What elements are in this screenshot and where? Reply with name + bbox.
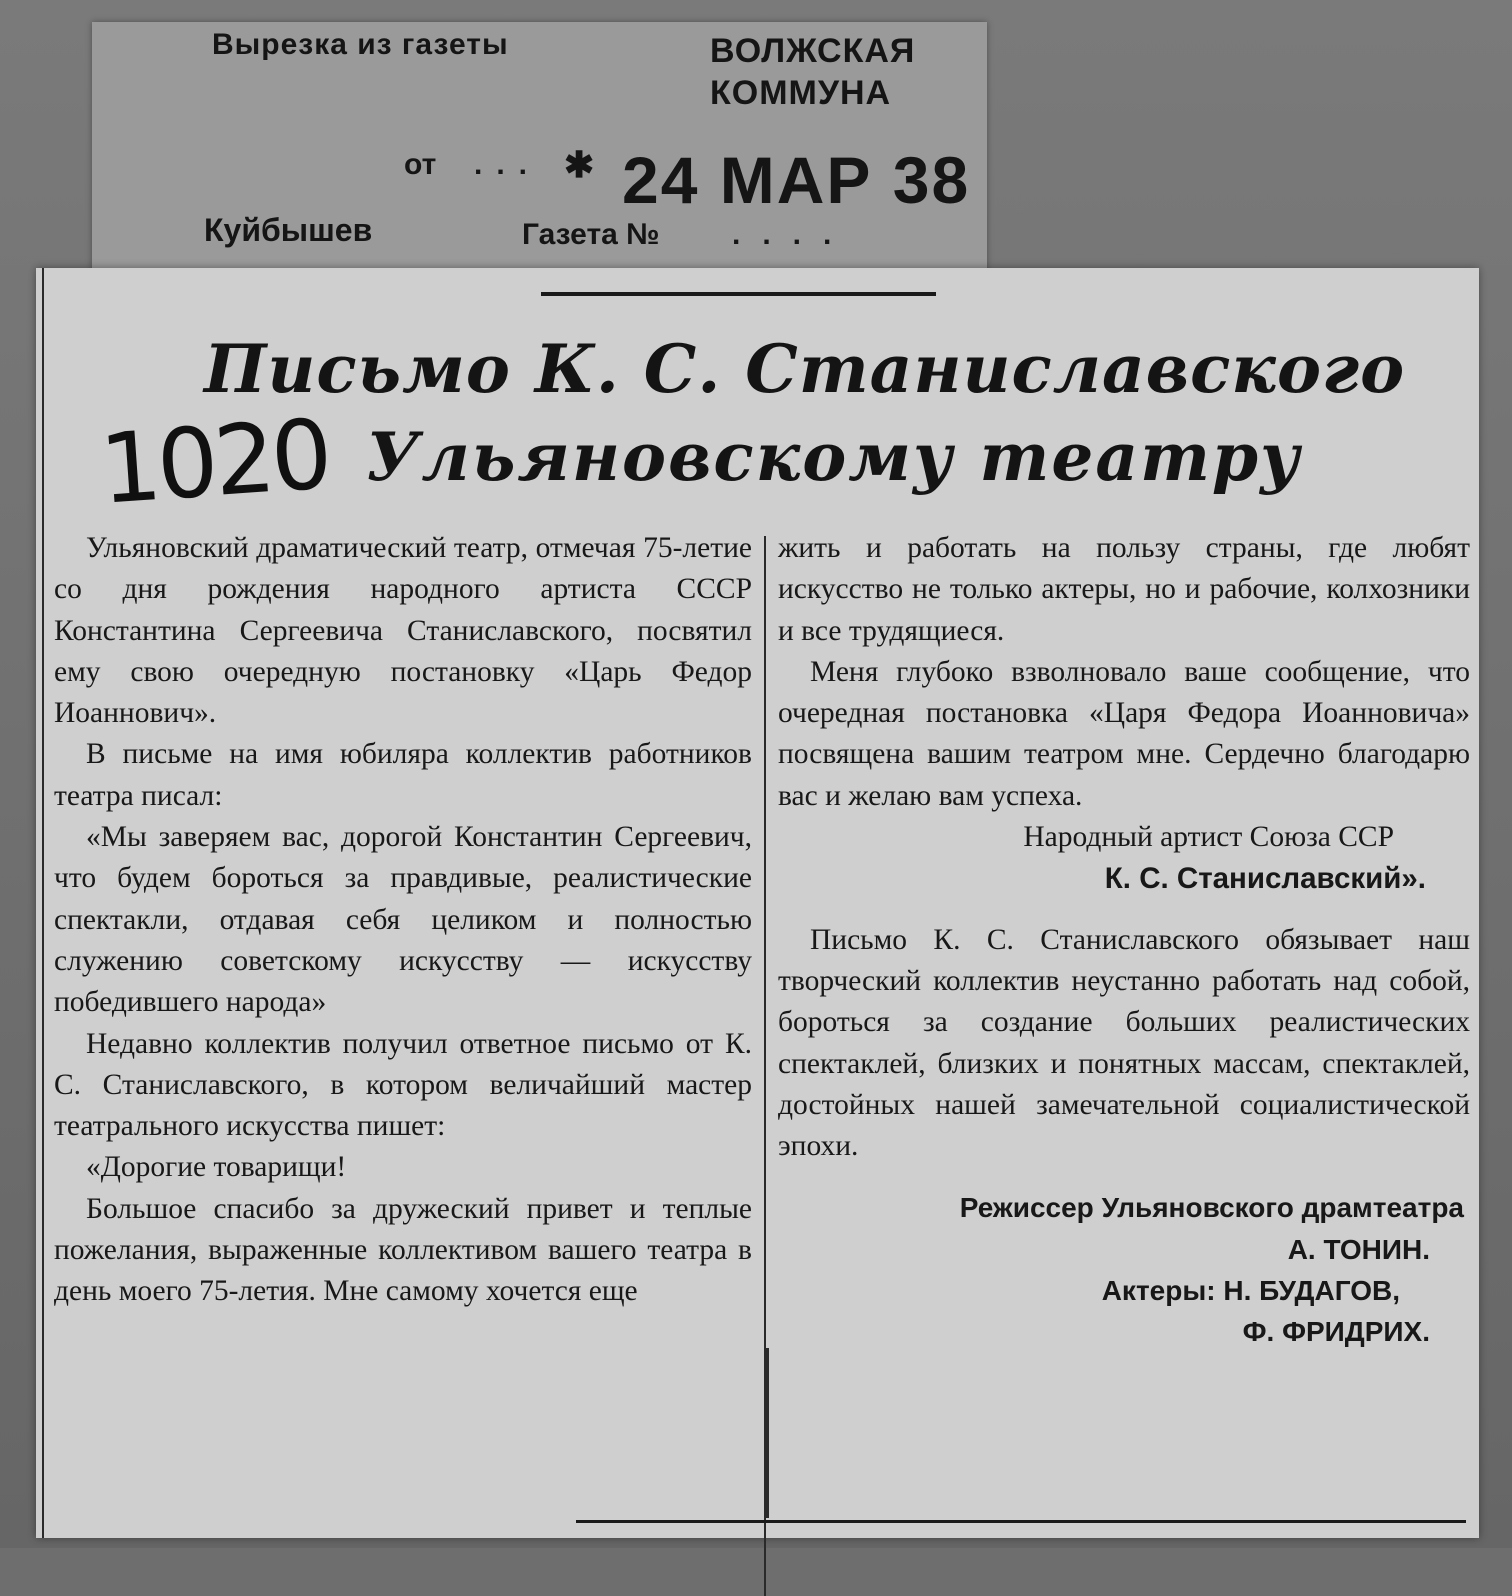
paragraph: «Мы заверяем вас, дорогой Константин Сергеевич, что будем бороться за правдивые, реалистические спектакли, отдавая себя целиком и полностью служению советскому искусству — искусству победившего народа» — [54, 821, 752, 1019]
newspaper-clipping — [36, 268, 1479, 1538]
from-label: от — [404, 148, 437, 181]
newspaper-name — [710, 30, 970, 114]
paragraph: Большое спасибо за дружеский привет и теплые пожелания, выраженные коллективом вашего театра в день моего 75-летия. Мне самому хочется еще — [54, 1192, 752, 1308]
paragraph: Недавно коллектив получил ответное письмо от К. С. Станиславского, в котором величайший мастер театрального искусства пишет: — [54, 1027, 752, 1143]
clipping-label — [92, 22, 987, 272]
credit-director-name: А. ТОНИН. — [1287, 1233, 1430, 1265]
right-column — [778, 528, 1470, 1353]
bottom-divider — [576, 1520, 1466, 1523]
stamp-date: 24 МАР 38 — [622, 143, 971, 217]
cutting-label-text: Вырезка из газеты — [212, 28, 509, 61]
paragraph: Меня глубоко взволновало ваше сообщение, что очередная постановка «Царя Федора Иоанновича» посвящена вашим театром мне. Сердечно благодарю вас и желаю вам успеха. — [778, 655, 1470, 812]
signature-title: Народный артист Союза ССР — [1023, 821, 1394, 854]
credit-director: Режиссер Ульяновского драмтеатра — [959, 1192, 1464, 1224]
spacer — [778, 1167, 1470, 1187]
city-label: Куйбышев — [204, 212, 373, 248]
headline-line2: Ульяновскому театру — [366, 418, 1302, 496]
newspaper-name-line2: КОММУНА — [710, 74, 892, 112]
headline-line1: Письмо К. С. Станиславского — [204, 330, 1406, 408]
spacer — [778, 900, 1470, 920]
column-border — [42, 268, 44, 1538]
signature-name: К. С. Станиславский». — [1104, 862, 1426, 896]
credit-actor2: Ф. ФРИДРИХ. — [1242, 1316, 1430, 1348]
dots-placeholder-2: .... — [732, 218, 854, 251]
top-divider — [541, 292, 936, 296]
column-separator-lower — [766, 1348, 769, 1518]
gazette-number-label: Газета № — [522, 218, 660, 251]
newspaper-name-line1: ВОЛЖСКАЯ — [710, 32, 916, 70]
credit-actors: Актеры: Н. БУДАГОВ, — [1101, 1275, 1400, 1307]
left-column — [54, 528, 752, 1313]
paragraph: В письме на имя юбиляра коллектив работников театра писал: — [54, 738, 752, 812]
paragraph: «Дорогие товарищи! — [86, 1151, 347, 1184]
paragraph-continuation: жить и работать на пользу страны, где любят искусство не только актеры, но и рабочие, колхозники и все трудящиеся. — [778, 532, 1470, 647]
star-icon: ✱ — [564, 144, 595, 185]
paragraph: Письмо К. С. Станиславского обязывает наш творческий коллектив неустанно работать над собой, бороться за создание больших реалистических спектаклей, близких и понятных массам, спектаклей, достойных нашей замечательной социалистической эпохи. — [778, 923, 1470, 1163]
dots-placeholder: ... — [474, 148, 542, 181]
paragraph: Ульяновский драматический театр, отмечая 75-летие со дня рождения народного артиста СССР Константина Сергеевича Станиславского, посвятил ему свою очередную постановку «Царь Федор Иоаннович». — [54, 532, 752, 730]
handwritten-number: 1020 — [96, 398, 332, 526]
